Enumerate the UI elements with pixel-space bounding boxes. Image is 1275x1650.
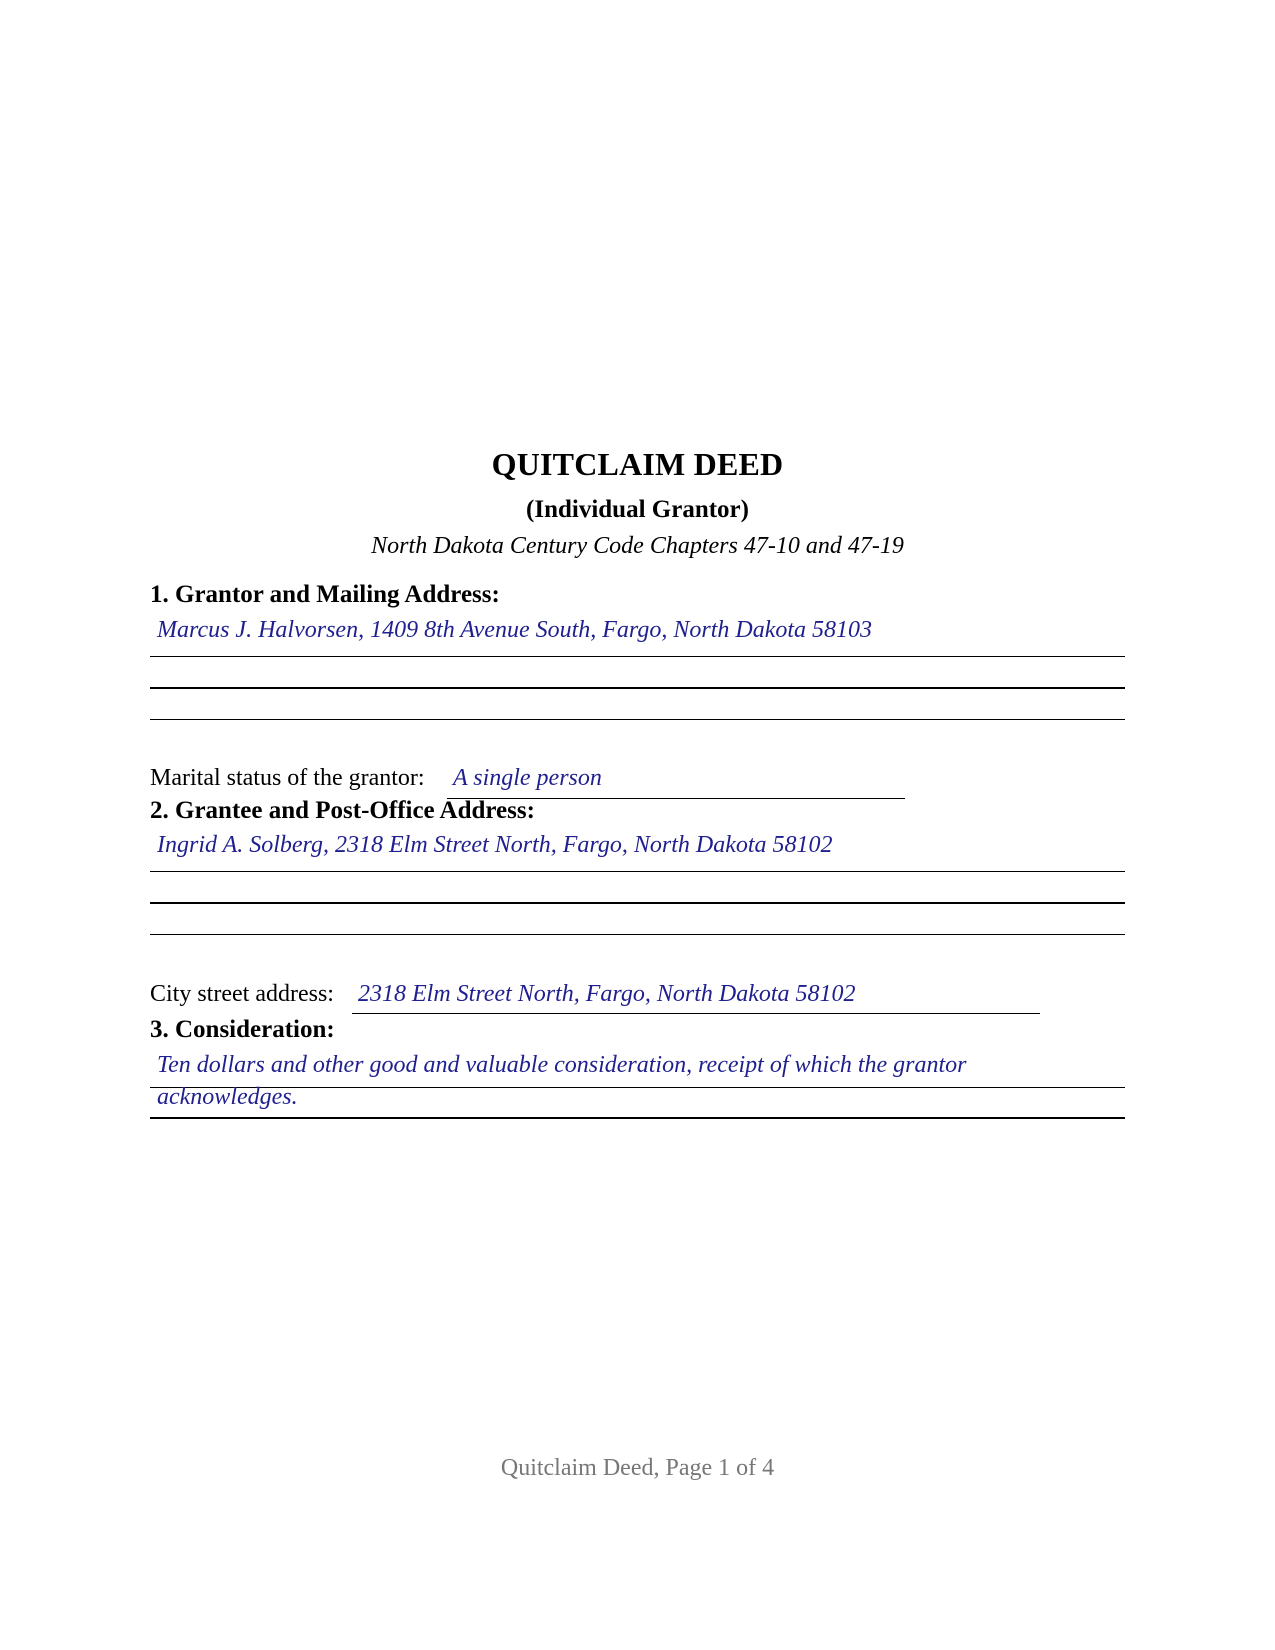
marital-status-field[interactable]: A single person bbox=[453, 765, 602, 791]
city-street-label: City street address: bbox=[150, 981, 334, 1007]
marital-status-label: Marital status of the grantor: bbox=[150, 765, 425, 791]
grantor-line-2 bbox=[150, 687, 1125, 689]
grantor-address-field[interactable]: Marcus J. Halvorsen, 1409 8th Avenue South, Fargo, North Dakota 58103 bbox=[157, 617, 873, 643]
consideration-field-line2[interactable]: acknowledges. bbox=[157, 1084, 298, 1110]
consideration-heading: 3. Consideration: bbox=[150, 1016, 335, 1043]
city-street-field[interactable]: 2318 Elm Street North, Fargo, North Dakota 58102 bbox=[358, 981, 856, 1007]
grantor-line-1 bbox=[150, 656, 1125, 657]
city-street-line bbox=[352, 1013, 1040, 1014]
grantee-heading: 2. Grantee and Post-Office Address: bbox=[150, 797, 535, 824]
grantor-heading: 1. Grantor and Mailing Address: bbox=[150, 581, 500, 608]
consideration-field-line1[interactable]: Ten dollars and other good and valuable consideration, receipt of which the grantor bbox=[157, 1052, 967, 1078]
grantor-line-3 bbox=[150, 719, 1125, 720]
statute-reference: North Dakota Century Code Chapters 47-10 and 47-19 bbox=[371, 533, 904, 559]
page-footer: Quitclaim Deed, Page 1 of 4 bbox=[500, 1455, 775, 1481]
grantee-line-2 bbox=[150, 902, 1125, 904]
document-title: QUITCLAIM DEED bbox=[491, 446, 784, 482]
grantee-address-field[interactable]: Ingrid A. Solberg, 2318 Elm Street North, Fargo, North Dakota 58102 bbox=[157, 832, 833, 858]
document-subtitle: (Individual Grantor) bbox=[526, 496, 749, 523]
grantee-line-1 bbox=[150, 871, 1125, 872]
grantee-line-3 bbox=[150, 934, 1125, 935]
consideration-line-2 bbox=[150, 1117, 1125, 1119]
